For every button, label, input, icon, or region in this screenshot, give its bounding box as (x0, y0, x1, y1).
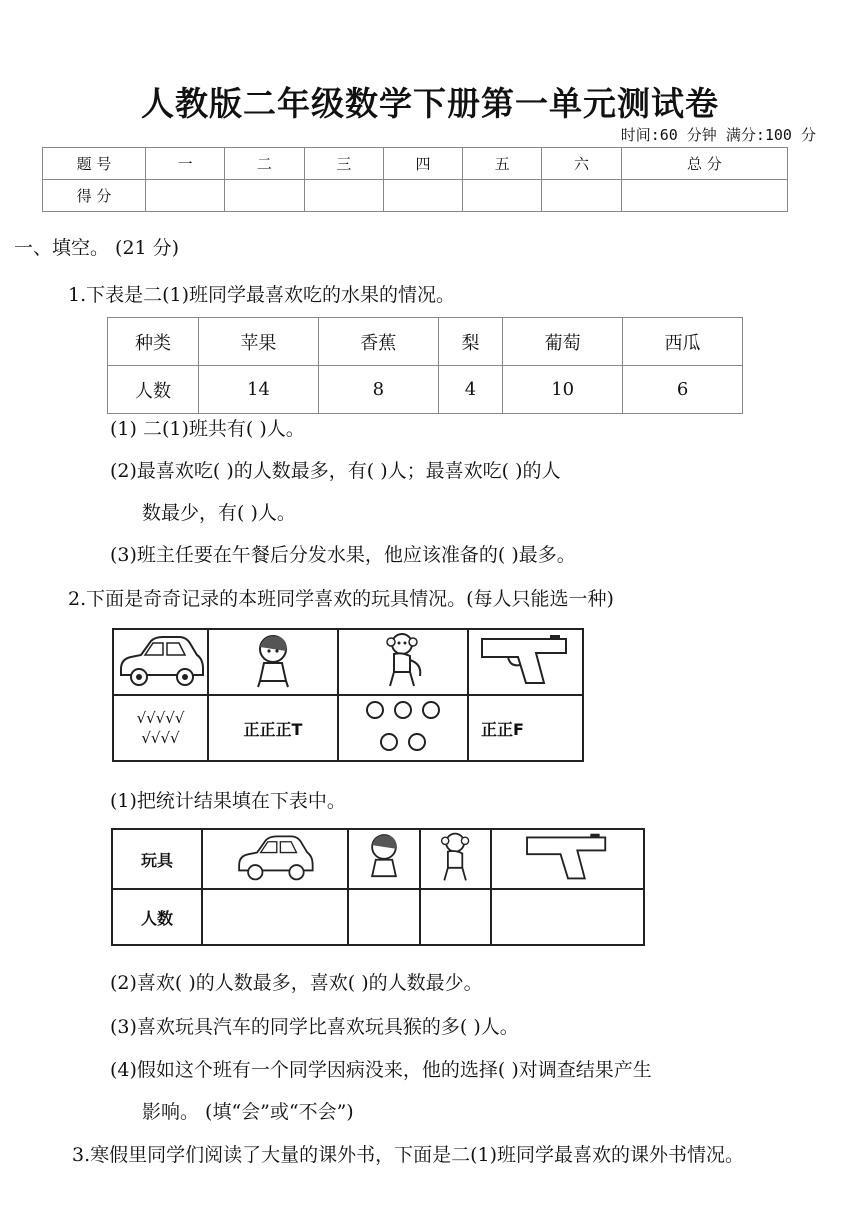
toy-gun-icon (522, 830, 614, 884)
result-count-row (112, 889, 644, 945)
circle-row (339, 733, 467, 755)
fruit-cell: 10 (503, 366, 623, 414)
car-tally-line-2: √√√√ (141, 729, 180, 747)
fruit-cell: 葡萄 (503, 318, 623, 366)
fruit-cell: 香蕉 (318, 318, 438, 366)
result-answer-cell[interactable] (202, 889, 348, 945)
doll-tally: 正正正T (208, 695, 338, 761)
question-2-1: (1)把统计结果填在下表中。 (110, 790, 346, 812)
monkey-icon (435, 830, 477, 884)
car-icon (231, 831, 319, 883)
question-3-intro: 3.寒假里同学们阅读了大量的课外书，下面是二(1)班同学最喜欢的课外书情况。 (72, 1144, 745, 1166)
score-table (42, 147, 788, 212)
fruit-cell: 4 (438, 366, 503, 414)
question-2-4a: (4)假如这个班有一个同学因病没来，他的选择( )对调查结果产生 (110, 1059, 652, 1081)
score-input-cell[interactable] (146, 180, 225, 212)
result-cell (348, 829, 420, 889)
result-toy-row (112, 829, 644, 889)
tally-table (112, 628, 584, 762)
result-answer-cell[interactable] (348, 889, 420, 945)
monkey-tally (338, 695, 468, 761)
question-1-1: (1) 二(1)班共有( )人。 (110, 418, 305, 440)
score-cell: 题 号 (43, 148, 146, 180)
question-2-3: (3)喜欢玩具汽车的同学比喜欢玩具猴的多( )人。 (110, 1016, 519, 1038)
score-header-row (43, 148, 788, 180)
score-cell: 得 分 (43, 180, 146, 212)
score-cell: 六 (542, 148, 621, 180)
question-2-2: (2)喜欢( )的人数最多，喜欢( )的人数最少。 (110, 972, 483, 994)
score-cell: 三 (304, 148, 383, 180)
tally-cell (468, 629, 583, 695)
result-table (111, 828, 645, 946)
fruit-cell: 种类 (108, 318, 199, 366)
fruit-cell: 14 (199, 366, 319, 414)
result-answer-cell[interactable] (420, 889, 492, 945)
fruit-cell: 苹果 (199, 318, 319, 366)
fruit-table (107, 317, 743, 414)
question-1-intro: 1.下表是二(1)班同学最喜欢吃的水果的情况。 (68, 284, 456, 306)
monkey-icon (380, 630, 426, 690)
car-icon (117, 631, 205, 689)
tally-mark-row (113, 695, 583, 761)
section-heading: 一、填空。 (21 分) (14, 237, 180, 259)
question-1-2b: 数最少，有( )人。 (142, 502, 296, 524)
score-cell: 二 (225, 148, 304, 180)
question-1-3: (3)班主任要在午餐后分发水果，他应该准备的( )最多。 (110, 544, 576, 566)
doll-icon (250, 631, 296, 689)
score-input-cell[interactable] (621, 180, 787, 212)
score-cell: 一 (146, 148, 225, 180)
tally-cell (338, 629, 468, 695)
page-title: 人教版二年级数学下册第一单元测试卷 (141, 84, 719, 123)
question-2-4b: 影响。 (填“会”或“不会”) (142, 1101, 354, 1123)
fruit-cell: 人数 (108, 366, 199, 414)
result-label-count: 人数 (112, 889, 202, 945)
question-2-intro: 2.下面是奇奇记录的本班同学喜欢的玩具情况。(每人只能选一种) (68, 588, 614, 610)
score-input-cell[interactable] (463, 180, 542, 212)
result-cell (491, 829, 644, 889)
result-cell (420, 829, 492, 889)
doll-icon (363, 830, 405, 884)
tally-cell (208, 629, 338, 695)
toy-gun-icon (478, 631, 574, 689)
score-cell: 五 (463, 148, 542, 180)
fruit-cell: 梨 (438, 318, 503, 366)
car-tally-line-1: √√√√√ (136, 709, 185, 727)
score-cell: 四 (383, 148, 462, 180)
tally-cell (113, 695, 208, 761)
result-label-toy: 玩具 (112, 829, 202, 889)
score-cell: 总 分 (621, 148, 787, 180)
score-input-cell[interactable] (383, 180, 462, 212)
time-info: 时间:60 分钟 满分:100 分 (620, 126, 816, 144)
score-input-cell[interactable] (542, 180, 621, 212)
circle-row (339, 701, 467, 723)
result-answer-cell[interactable] (491, 889, 644, 945)
fruit-count-row (108, 366, 743, 414)
question-1-2a: (2)最喜欢吃( )的人数最多，有( )人；最喜欢吃( )的人 (110, 460, 561, 482)
fruit-cell: 6 (623, 366, 743, 414)
tally-cell (113, 629, 208, 695)
fruit-cell: 西瓜 (623, 318, 743, 366)
score-input-cell[interactable] (304, 180, 383, 212)
gun-tally: 正正F (468, 695, 583, 761)
score-input-cell[interactable] (225, 180, 304, 212)
fruit-header-row (108, 318, 743, 366)
fruit-cell: 8 (318, 366, 438, 414)
tally-picture-row (113, 629, 583, 695)
score-value-row (43, 180, 788, 212)
result-cell (202, 829, 348, 889)
